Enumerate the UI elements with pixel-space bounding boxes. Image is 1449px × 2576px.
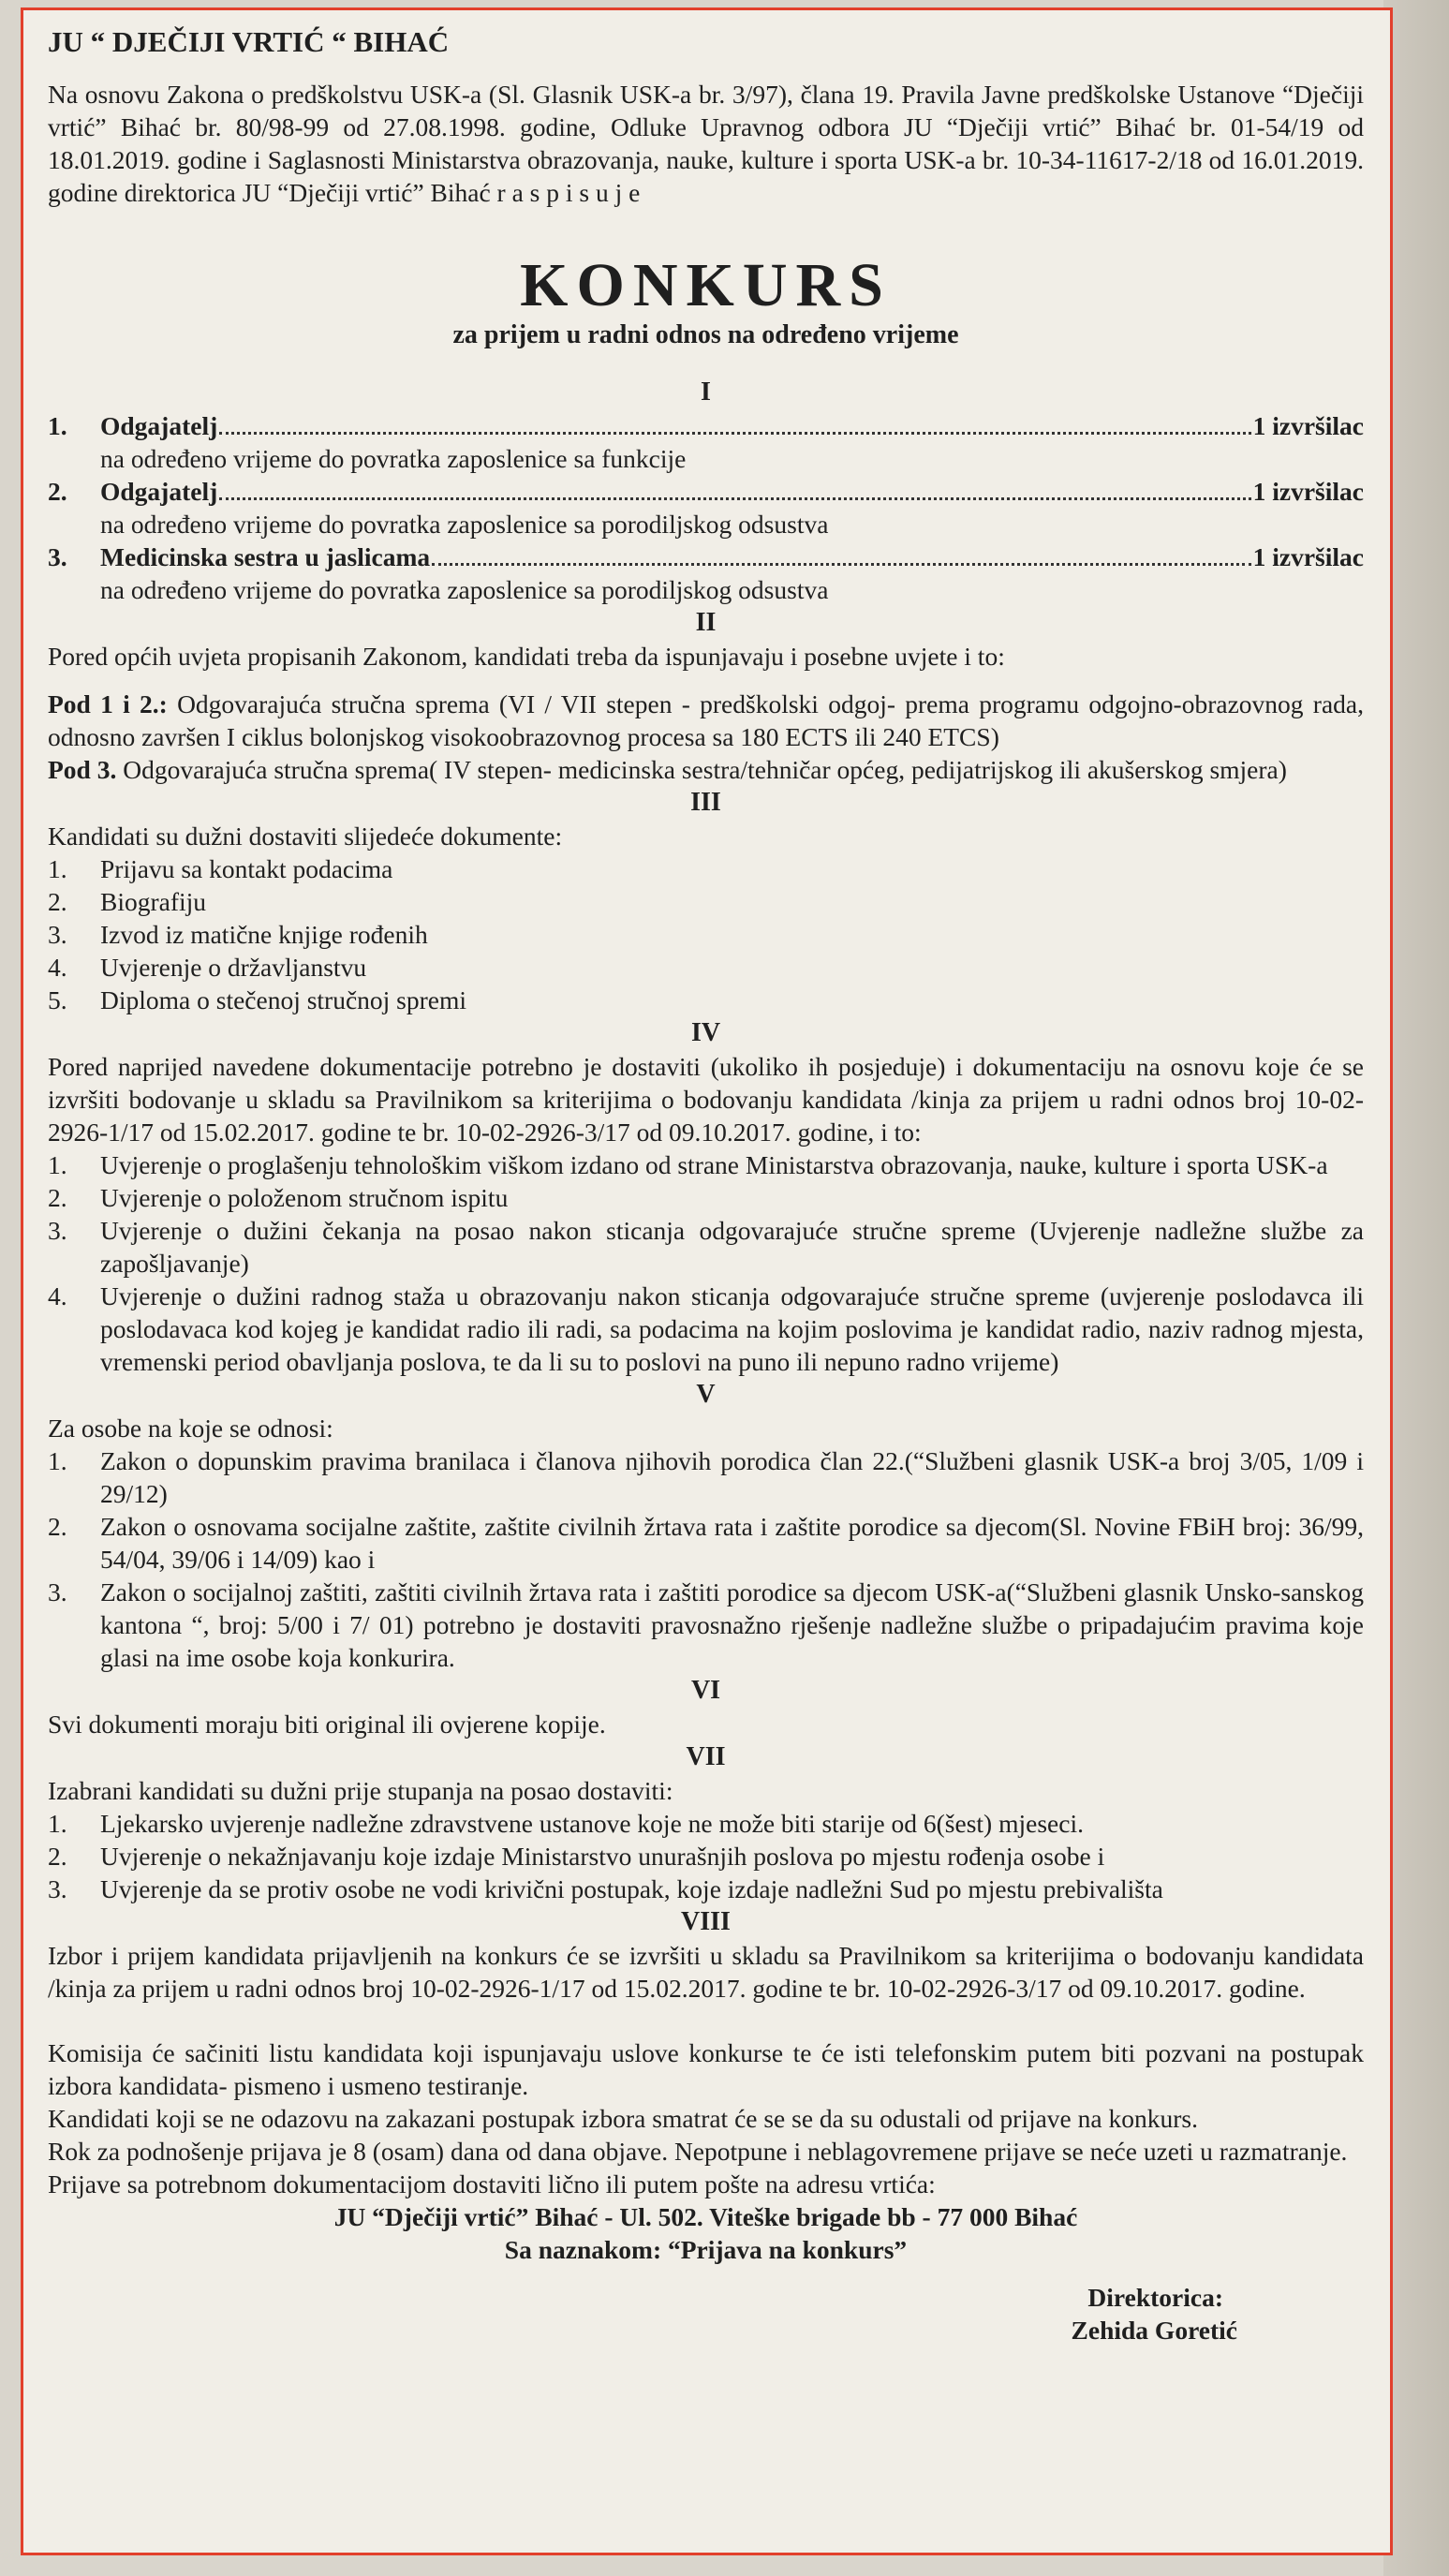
item-text: Uvjerenje o nekažnjavanju koje izdaje Ministarstvo unurašnjih poslova po mjestu rođenja osobe i bbox=[100, 1842, 1105, 1871]
section-2-intro: Pored općih uvjeta propisanih Zakonom, kandidati treba da ispunjavaju i posebne uvjete i to: bbox=[48, 642, 1005, 671]
final-paragraph-2: Kandidati koji se ne odazovu na zakazani postupak izbora smatrat će se se da su odustali od prijave na konkurs. bbox=[48, 2104, 1198, 2133]
item-number: 4. bbox=[48, 953, 67, 982]
list-item bbox=[48, 885, 1364, 918]
item-text: Biografiju bbox=[100, 887, 207, 916]
item-number: 3. bbox=[48, 1874, 67, 1903]
requirement-2 bbox=[48, 753, 1364, 786]
section-heading-6: VI bbox=[690, 1676, 721, 1705]
background-page-strip bbox=[1383, 0, 1449, 2576]
requirement-1-label: Pod 1 i 2.: bbox=[48, 689, 168, 718]
requirement-2-label: Pod 3. bbox=[48, 755, 117, 784]
signer-role: Direktorica: bbox=[1087, 2283, 1223, 2312]
envelope-marking: Sa naznakom: “Prijava na konkurs” bbox=[504, 2235, 908, 2264]
section-7-intro: Izabrani kandidati su dužni prije stupanja na posao dostaviti: bbox=[48, 1776, 673, 1805]
item-text: Zakon o dopunskim pravima branilaca i članova njihovih porodica član 22.(“Službeni glasnik USK-a broj 3/05, 1/09 i 29/12) bbox=[100, 1446, 1364, 1508]
item-number: 1. bbox=[48, 1446, 67, 1475]
list-item bbox=[48, 1840, 1364, 1873]
position-row bbox=[48, 409, 1364, 442]
section-heading-4: IV bbox=[690, 1018, 721, 1047]
section-heading-5: V bbox=[696, 1380, 716, 1409]
section-3-intro: Kandidati su dužni dostaviti slijedeće dokumente: bbox=[48, 822, 563, 851]
section-heading-2: II bbox=[695, 608, 717, 637]
notice-subtitle: za prijem u radni odnos na određeno vrijeme bbox=[452, 320, 959, 349]
position-row bbox=[48, 475, 1364, 508]
item-number: 2. bbox=[48, 1512, 67, 1541]
item-text: Prijavu sa kontakt podacima bbox=[100, 854, 393, 883]
list-item bbox=[48, 1873, 1364, 1905]
section-6-text: Svi dokumenti moraju biti original ili ovjerene kopije. bbox=[48, 1710, 606, 1739]
position-name: Odgajatelj bbox=[100, 411, 218, 440]
dot-leader bbox=[219, 497, 1250, 500]
item-number: 1. bbox=[48, 1809, 67, 1838]
position-name: Medicinska sestra u jaslicama bbox=[100, 542, 431, 571]
item-text: Ljekarsko uvjerenje nadležne zdravstvene ustanove koje ne može biti starije od 6(šest) mjeseci. bbox=[100, 1809, 1084, 1838]
job-notice bbox=[21, 7, 1393, 2555]
item-text: Uvjerenje o dužini radnog staža u obrazovanju nakon sticanja odgovarajuće stručne spreme (uvjerenje poslodavca ili poslodavaca kod kojeg je kandidat radio ili radi, sa podacima na kojim poslovima je kandidat radio, naziv radnog mjesta, vremenski period obavljanja poslova, te da li su to poslovi na puno ili nepuno radno vrijeme) bbox=[100, 1281, 1364, 1376]
item-text: Uvjerenje da se protiv osobe ne vodi krivični postupak, koje izdaje nadležni Sud po mjestu prebivališta bbox=[100, 1874, 1163, 1903]
position-count: 1 izvršilac bbox=[1252, 411, 1364, 440]
position-number: 2. bbox=[48, 477, 67, 506]
list-item bbox=[48, 1510, 1364, 1576]
list-item bbox=[48, 1444, 1364, 1510]
item-text: Uvjerenje o dužini čekanja na posao nakon sticanja odgovarajuće stručne spreme (Uvjerenje nadležne službe za zapošljavanje) bbox=[100, 1216, 1364, 1278]
postal-address: JU “Dječiji vrtić” Bihać - Ul. 502. Viteške brigade bb - 77 000 Bihać bbox=[333, 2202, 1078, 2231]
final-paragraph-4: Prijave sa potrebnom dokumentacijom dostaviti lično ili putem pošte na adresu vrtića: bbox=[48, 2169, 936, 2198]
scoring-documents-list bbox=[48, 1148, 1364, 1378]
position-count: 1 izvršilac bbox=[1252, 477, 1364, 506]
dot-leader bbox=[219, 432, 1250, 435]
section-heading-7: VII bbox=[686, 1742, 726, 1771]
item-number: 3. bbox=[48, 1577, 67, 1606]
item-number: 2. bbox=[48, 1183, 67, 1212]
signer-name: Zehida Goretić bbox=[1071, 2316, 1237, 2345]
requirement-1 bbox=[48, 688, 1364, 753]
item-number: 4. bbox=[48, 1281, 67, 1310]
list-item bbox=[48, 1214, 1364, 1280]
item-text: Zakon o socijalnoj zaštiti, zaštiti civilnih žrtava rata i zaštiti porodice sa djecom USK-a(“Službeni glasnik Unsko-sanskog kantona “, broj: 5/00 i 7/ 01) potrebno je dostaviti pravosnažno rješenje nadležne službe o pripadajućim pravima koje glasi na ime osobe koja konkurira. bbox=[100, 1577, 1364, 1672]
item-text: Izvod iz matične knjige rođenih bbox=[100, 920, 428, 949]
list-item bbox=[48, 1807, 1364, 1840]
notice-title: KONKURS bbox=[520, 251, 892, 319]
final-paragraph-3: Rok za podnošenje prijava je 8 (osam) dana od dana objave. Nepotpune i neblagovremene prijave se neće uzeti u razmatranje. bbox=[48, 2137, 1348, 2166]
item-number: 2. bbox=[48, 887, 67, 916]
item-number: 1. bbox=[48, 854, 67, 883]
section-heading-3: III bbox=[690, 788, 721, 817]
list-item bbox=[48, 918, 1364, 951]
item-text: Uvjerenje o proglašenju tehnološkim viškom izdano od strane Ministarstva obrazovanja, nauke, kulture i sporta USK-a bbox=[100, 1150, 1328, 1179]
section-5-intro: Za osobe na koje se odnosi: bbox=[48, 1414, 333, 1443]
item-number: 3. bbox=[48, 920, 67, 949]
item-text: Uvjerenje o položenom stručnom ispitu bbox=[100, 1183, 509, 1212]
employment-documents-list bbox=[48, 1807, 1364, 1905]
item-number: 1. bbox=[48, 1150, 67, 1179]
position-row bbox=[48, 540, 1364, 573]
position-description: na određeno vrijeme do povratka zaposlenice sa porodiljskog odsustva bbox=[100, 510, 829, 539]
section-heading-1: I bbox=[701, 378, 711, 407]
laws-list bbox=[48, 1444, 1364, 1674]
position-count: 1 izvršilac bbox=[1252, 542, 1364, 571]
item-text: Uvjerenje o državljanstvu bbox=[100, 953, 367, 982]
positions-list bbox=[48, 409, 1364, 606]
position-number: 3. bbox=[48, 542, 67, 571]
item-number: 5. bbox=[48, 985, 67, 1014]
position-description: na određeno vrijeme do povratka zaposlenice sa porodiljskog odsustva bbox=[100, 575, 829, 604]
position-name: Odgajatelj bbox=[100, 477, 218, 506]
list-item bbox=[48, 984, 1364, 1016]
final-paragraph-1: Komisija će sačiniti listu kandidata koji ispunjavaju uslove konkurse te će isti telefonskim putem biti pozvani na postupak izbora kandidata- pismeno i usmeno testiranje. bbox=[48, 2038, 1364, 2100]
dot-leader bbox=[432, 563, 1250, 566]
section-4-intro: Pored naprijed navedene dokumentacije potrebno je dostaviti (ukoliko ih posjeduje) i dokumentaciju na osnovu koje će se izvršiti bodovanje u skladu sa Pravilnikom sa kriterijima o bodovanju kandidata /kinja za prijem u radni odnos broj 10-02-2926-1/17 od 15.02.2017. godine te br. 10-02-2926-3/17 od 09.10.2017. godine, i to: bbox=[48, 1052, 1364, 1147]
list-item bbox=[48, 852, 1364, 885]
list-item bbox=[48, 1148, 1364, 1181]
section-heading-8: VIII bbox=[681, 1907, 731, 1936]
requirement-1-text: Odgovarajuća stručna sprema (VI / VII stepen - predškolski odgoj- prema programu odgojno-obrazovnog rada, odnosno završen I ciklus bolonjskog visokoobrazovnog procesa sa 180 ECTS ili 240 ETCS) bbox=[48, 689, 1364, 751]
documents-list bbox=[48, 852, 1364, 1016]
position-description: na određeno vrijeme do povratka zaposlenice sa funkcije bbox=[100, 444, 687, 473]
item-text: Diploma o stečenoj stručnoj spremi bbox=[100, 985, 467, 1014]
item-text: Zakon o osnovama socijalne zaštite, zaštite civilnih žrtava rata i zaštite porodice sa djecom(Sl. Novine FBiH broj: 36/99, 54/04, 39/06 i 14/09) kao i bbox=[100, 1512, 1364, 1574]
list-item bbox=[48, 1280, 1364, 1378]
list-item bbox=[48, 1181, 1364, 1214]
intro-paragraph: Na osnovu Zakona o predškolstvu USK-a (Sl. Glasnik USK-a br. 3/97), člana 19. Pravila Javne predškolske Ustanove “Dječiji vrtić” Bihać br. 80/98-99 od 27.08.1998. godine, Odluke Upravnog odbora JU “Dječiji vrtić” Bihać br. 01-54/19 od 18.01.2019. godine i Saglasnosti Ministarstva obrazovanja, nauke, kulture i sporta USK-a br. 10-34-11617-2/18 od 16.01.2019. godine direktorica JU “Dječiji vrtić” Bihać r a s p i s u j e bbox=[48, 80, 1364, 207]
position-number: 1. bbox=[48, 411, 67, 440]
requirement-2-text: Odgovarajuća stručna sprema( IV stepen- medicinska sestra/tehničar općeg, pedijatrijskog ili akušerskog smjera) bbox=[116, 755, 1287, 784]
item-number: 2. bbox=[48, 1842, 67, 1871]
item-number: 3. bbox=[48, 1216, 67, 1245]
list-item bbox=[48, 951, 1364, 984]
section-8-text: Izbor i prijem kandidata prijavljenih na konkurs će se izvršiti u skladu sa Pravilnikom sa kriterijima o bodovanju kandidata /kinja za prijem u radni odnos broj 10-02-2926-1/17 od 15.02.2017. godine te br. 10-02-2926-3/17 od 09.10.2017. godine. bbox=[48, 1941, 1364, 2003]
organization-name: JU “ DJEČIJI VRTIĆ “ BIHAĆ bbox=[48, 25, 450, 58]
list-item bbox=[48, 1576, 1364, 1674]
